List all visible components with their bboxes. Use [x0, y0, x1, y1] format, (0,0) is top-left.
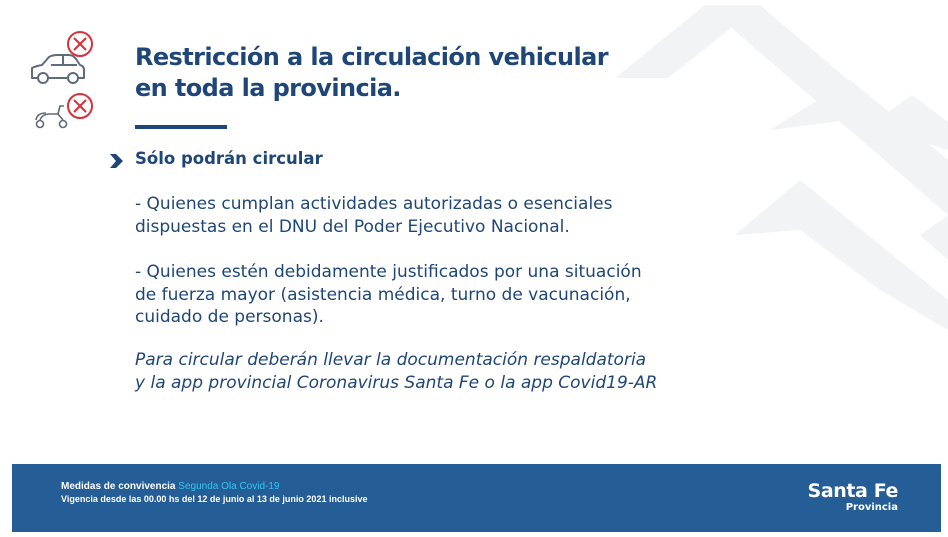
- footer-campaign-subtitle: Segunda Ola Covid-19: [178, 481, 280, 492]
- brand-name: Santa Fe: [807, 480, 898, 502]
- brand-logo: [808, 481, 898, 513]
- list-item: [135, 261, 735, 329]
- page-title: [135, 42, 755, 104]
- footer-validity: Vigencia desde las 00.00 hs del 12 de junio al 13 de junio 2021 inclusive: [61, 494, 368, 504]
- title-line: en toda la provincia.: [135, 74, 401, 102]
- note-line: y la app provincial Coronavirus Santa Fe o la app Covid19-AR: [135, 372, 658, 393]
- list-item-line: dispuestas en el DNU del Poder Ejecutivo Nacional.: [135, 216, 570, 237]
- documentation-note: [135, 349, 735, 394]
- note-line: Para circular deberán llevar la documentación respaldatoria: [135, 350, 647, 370]
- list-item-line: cuidado de personas).: [135, 307, 324, 327]
- prohibited-icon: [68, 32, 92, 56]
- title-underline: [135, 125, 227, 129]
- list-item-line: - Quienes estén debidamente justificados por una situación: [135, 262, 642, 282]
- footer-campaign-label: [61, 481, 279, 492]
- brand-subtitle: Provincia: [845, 502, 898, 513]
- vehicle-restriction-icons: [28, 30, 100, 130]
- footer-banner: [12, 464, 941, 532]
- car-icon: [32, 55, 84, 83]
- prohibited-icon: [68, 94, 92, 118]
- list-item: [135, 193, 735, 238]
- scooter-icon: [36, 106, 67, 128]
- chevron-right-icon: [110, 153, 124, 169]
- title-line: Restricción a la circulación vehicular: [135, 43, 608, 71]
- footer-campaign-title: Medidas de convivencia: [61, 481, 176, 492]
- list-item-line: - Quienes cumplan actividades autorizadas o esenciales: [135, 194, 613, 214]
- list-item-line: de fuerza mayor (asistencia médica, turno de vacunación,: [135, 284, 631, 305]
- section-heading: Sólo podrán circular: [135, 149, 323, 168]
